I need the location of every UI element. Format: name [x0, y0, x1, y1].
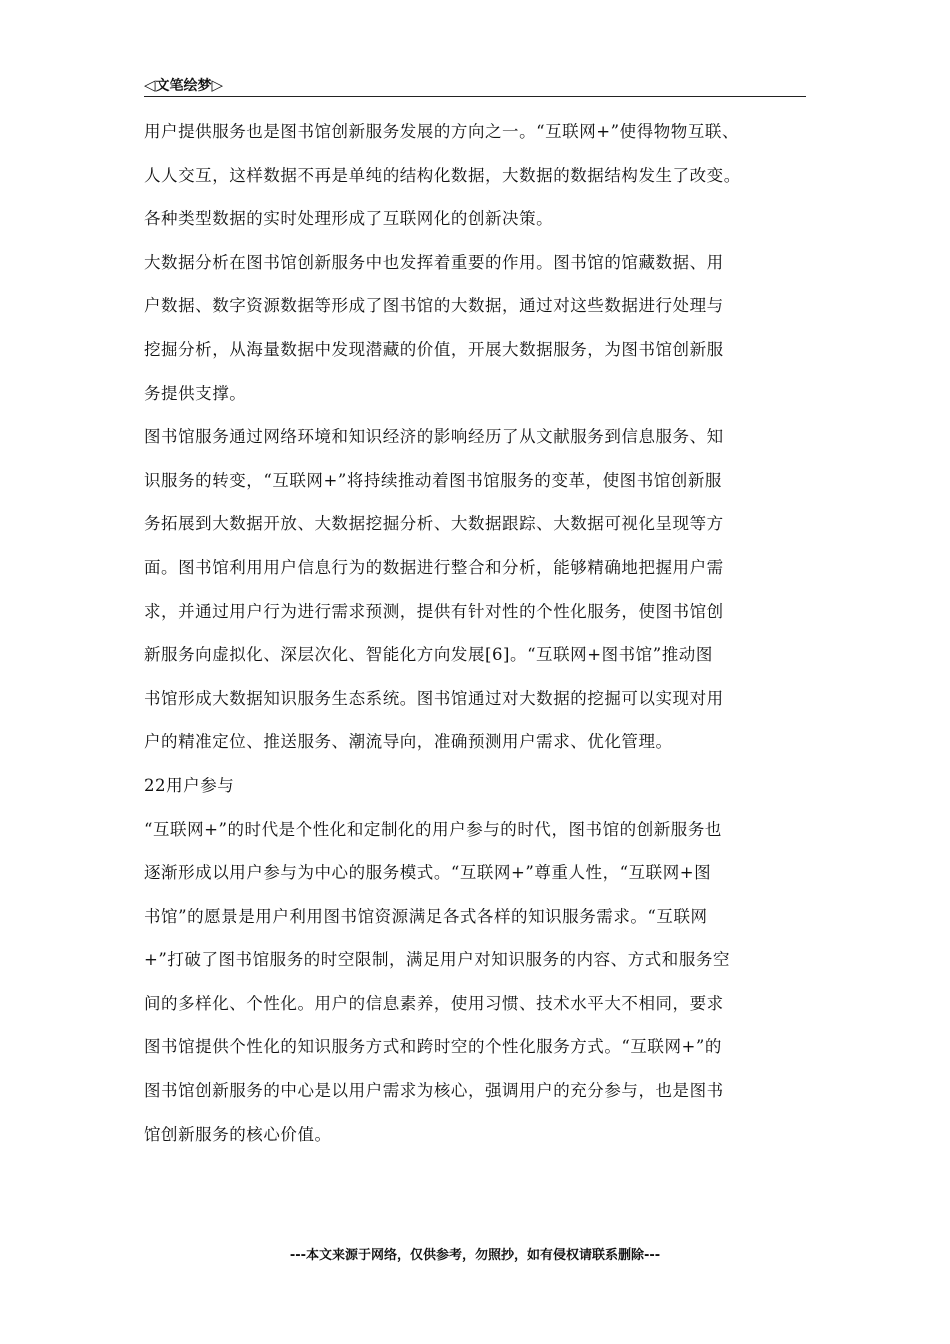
text-line: 求，并通过用户行为进行需求预测，提供有针对性的个性化服务，使图书馆创 — [144, 601, 724, 621]
text-line: 书馆形成大数据知识服务生态系统。图书馆通过对大数据的挖掘可以实现对用 — [144, 688, 724, 708]
text-line: 人人交互，这样数据不再是单纯的结构化数据，大数据的数据结构发生了改变。 — [144, 165, 741, 185]
text-line: 新服务向虚拟化、深层次化、智能化方向发展[6]。“互联网+图书馆”推动图 — [144, 645, 713, 665]
text-line: 间的多样化、个性化。用户的信息素养，使用习惯、技术水平大不相同，要求 — [144, 993, 724, 1013]
header-title: 文笔绘梦 — [155, 78, 212, 94]
body-text — [144, 110, 809, 1156]
text-line: 各种类型数据的实时处理形成了互联网化的创新决策。 — [144, 209, 554, 229]
text-line: 用户提供服务也是图书馆创新服务发展的方向之一。“互联网+”使得物物互联、 — [144, 122, 739, 141]
text-line: 户的精准定位、推送服务、潮流导向，准确预测用户需求、优化管理。 — [144, 732, 673, 752]
text-line: 图书馆服务通过网络环境和知识经济的影响经历了从文献服务到信息服务、知 — [144, 427, 724, 447]
page-header — [144, 74, 806, 97]
text-line: 挖掘分析，从海量数据中发现潜藏的价值，开展大数据服务，为图书馆创新服 — [144, 339, 724, 359]
section-heading: 22用户参与 — [144, 775, 235, 795]
page-footer: ---本文来源于网络，仅供参考，勿照抄，如有侵权请联系删除--- — [289, 1248, 661, 1263]
text-line: 书馆”的愿景是用户利用图书馆资源满足各式各样的知识服务需求。“互联网 — [144, 906, 708, 926]
text-line: 大数据分析在图书馆创新服务中也发挥着重要的作用。图书馆的馆藏数据、用 — [144, 252, 724, 272]
text-line: 馆创新服务的核心价值。 — [144, 1124, 332, 1144]
text-line: 务拓展到大数据开放、大数据挖掘分析、大数据跟踪、大数据可视化呈现等方 — [144, 514, 724, 534]
left-triangle-icon: ◁ — [144, 76, 156, 94]
right-triangle-icon: ▷ — [211, 76, 224, 94]
text-line: 务提供支撑。 — [144, 383, 247, 403]
text-line: +”打破了图书馆服务的时空限制，满足用户对知识服务的内容、方式和服务空 — [144, 950, 731, 970]
text-line: 户数据、数字资源数据等形成了图书馆的大数据，通过对这些数据进行处理与 — [144, 296, 724, 316]
text-line: 图书馆创新服务的中心是以用户需求为核心，强调用户的充分参与，也是图书 — [144, 1081, 724, 1101]
text-line: 图书馆提供个性化的知识服务方式和跨时空的个性化服务方式。“互联网+”的 — [144, 1037, 722, 1057]
text-line: 逐渐形成以用户参与为中心的服务模式。“互联网+”尊重人性，“互联网+图 — [144, 863, 712, 883]
text-line: 面。图书馆利用用户信息行为的数据进行整合和分析，能够精确地把握用户需 — [144, 557, 724, 577]
text-line: 识服务的转变，“互联网+”将持续推动着图书馆服务的变革，使图书馆创新服 — [144, 470, 722, 490]
text-line: “互联网+”的时代是个性化和定制化的用户参与的时代，图书馆的创新服务也 — [144, 819, 722, 839]
